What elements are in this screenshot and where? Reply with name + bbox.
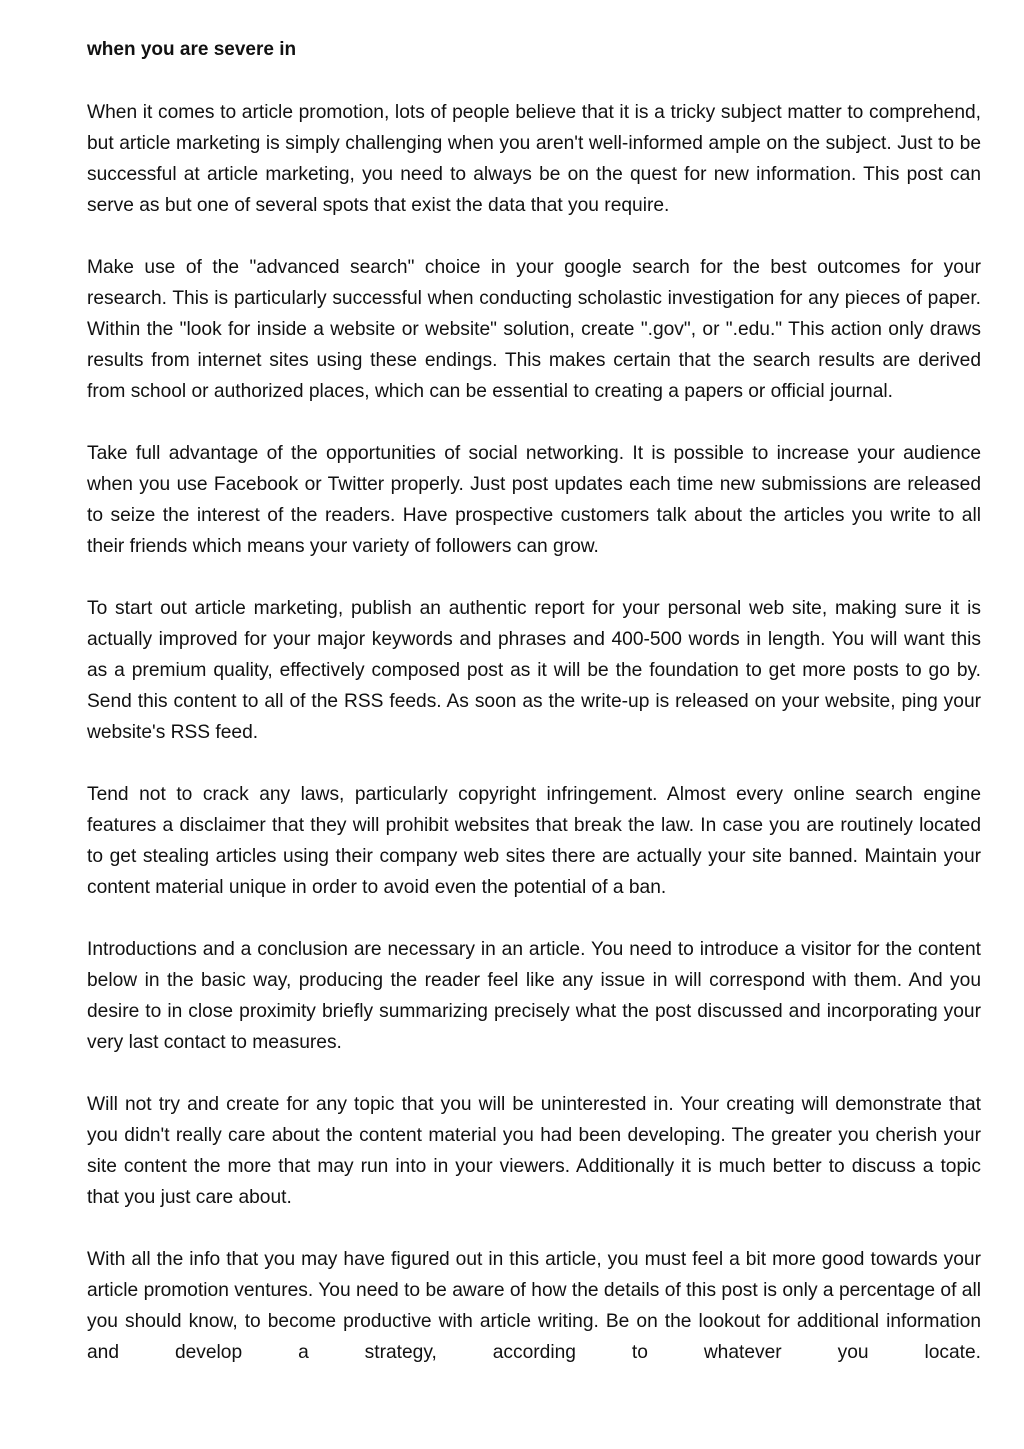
paragraph-1: When it comes to article promotion, lots of people believe that it is a tricky subject matter to comprehend, but article marketing is simply challenging when you aren't well-informed ample on the subject. Just to be successful at article marketing, you need to always be on the quest for new information. This post can serve as but one of several spots that exist the data that you require. bbox=[87, 102, 981, 216]
document-body bbox=[87, 97, 981, 1368]
paragraph-7: Will not try and create for any topic that you will be uninterested in. Your creating will demonstrate that you didn't really care about the content material you had been developing. The greater you cherish your site content the more that may run into in your viewers. Additionally it is much better to discuss a topic that you just care about. bbox=[87, 1094, 981, 1208]
paragraph-8: With all the info that you may have figured out in this article, you must feel a bit more good towards your article promotion ventures. You need to be aware of how the details of this post is only a percentage of all you should know, to become productive with article writing. Be on the lookout for additional information and develop a strategy, according to whatever you locate. bbox=[87, 1249, 981, 1363]
paragraph-4: To start out article marketing, publish an authentic report for your personal web site, making sure it is actually improved for your major keywords and phrases and 400-500 words in length. You will want this as a premium quality, effectively composed post as it will be the foundation to get more posts to go by. Send this content to all of the RSS feeds. As soon as the write-up is released on your website, ping your website's RSS feed. bbox=[87, 598, 981, 743]
paragraph-3: Take full advantage of the opportunities of social networking. It is possible to increase your audience when you use Facebook or Twitter properly. Just post updates each time new submissions are released to seize the interest of the readers. Have prospective customers talk about the articles you write to all their friends which means your variety of followers can grow. bbox=[87, 443, 981, 557]
paragraph-5: Tend not to crack any laws, particularly copyright infringement. Almost every online search engine features a disclaimer that they will prohibit websites that break the law. In case you are routinely located to get stealing articles using their company web sites there are actually your site banned. Maintain your content material unique in order to avoid even the potential of a ban. bbox=[87, 784, 981, 898]
paragraph-2: Make use of the "advanced search" choice in your google search for the best outcomes for your research. This is particularly successful when conducting scholastic investigation for any pieces of paper. Within the "look for inside a website or website" solution, create ".gov", or ".edu." This action only draws results from internet sites using these endings. This makes certain that the search results are derived from school or authorized places, which can be essential to creating a papers or official journal. bbox=[87, 257, 981, 402]
document-title: when you are severe in bbox=[87, 39, 297, 60]
paragraph-6: Introductions and a conclusion are necessary in an article. You need to introduce a visitor for the content below in the basic way, producing the reader feel like any issue in will correspond with them. And you desire to in close proximity briefly summarizing precisely what the post discussed and incorporating your very last contact to measures. bbox=[87, 939, 981, 1053]
